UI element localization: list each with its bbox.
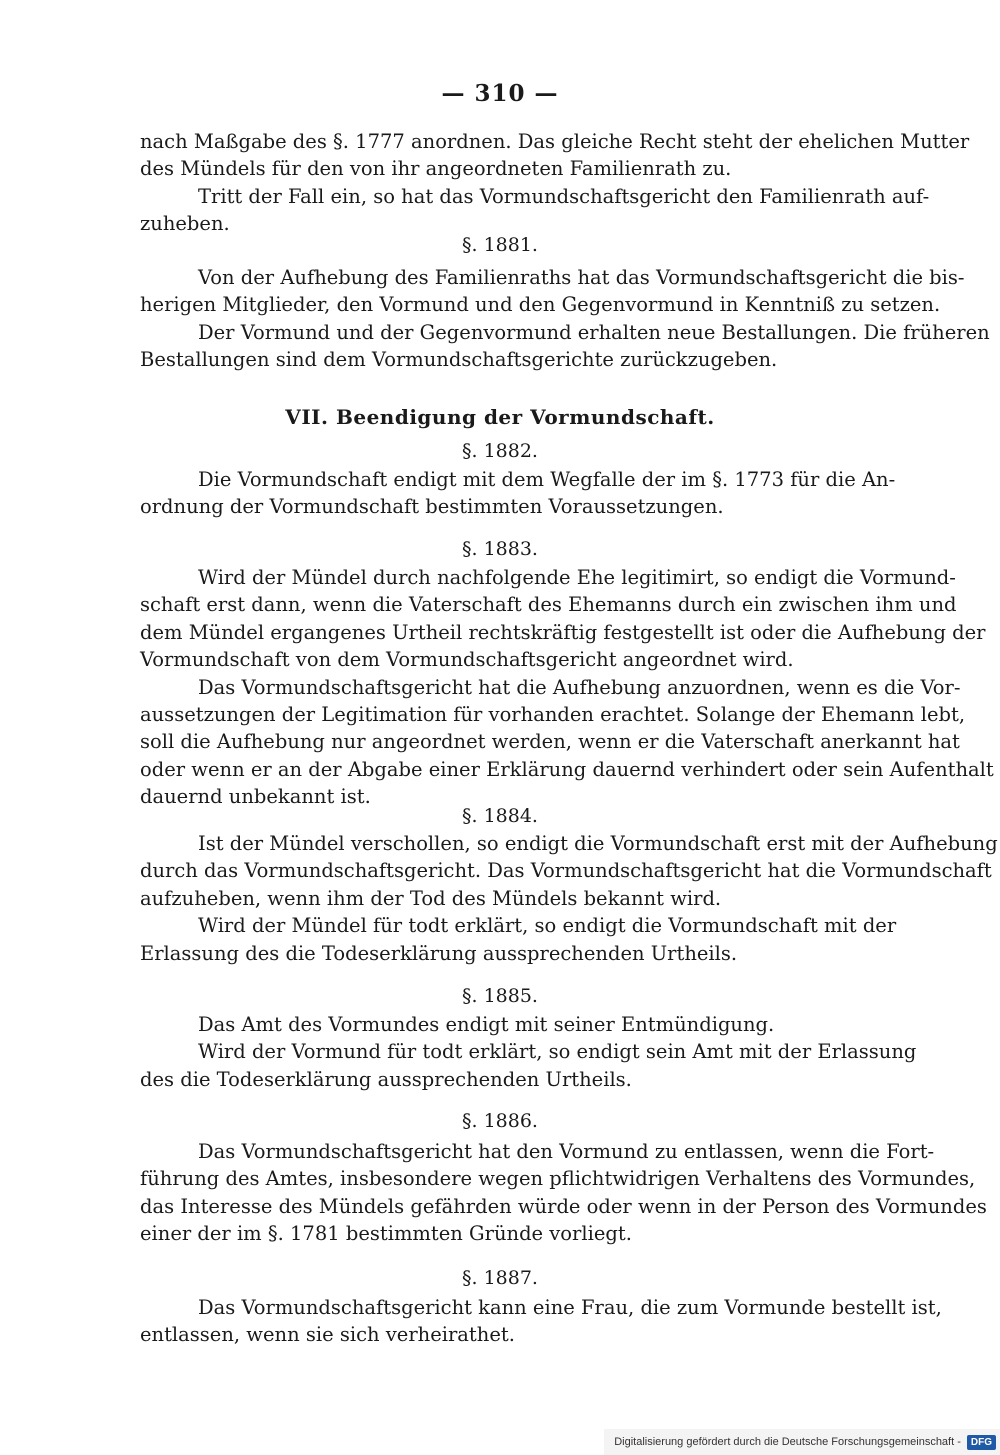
text-line: Der Vormund und der Gegenvormund erhalten neue Bestallungen. Die früheren [198, 320, 990, 344]
section-1885-block [140, 1011, 917, 1093]
text-line: herigen Mitglieder, den Vormund und den Gegenvormund in Kenntniß zu setzen. [140, 293, 941, 317]
text-line: aussetzungen der Legitimation für vorhanden erachtet. Solange der Ehemann lebt, [140, 702, 966, 726]
text-line: Erlassung des die Todeserklärung aussprechenden Urtheils. [140, 941, 738, 965]
text-line: aufzuheben, wenn ihm der Tod des Mündels bekannt wird. [140, 886, 722, 910]
text-line: Von der Aufhebung des Familienraths hat das Vormundschaftsgericht die bis- [198, 266, 965, 289]
section-heading: §. 1884. [462, 805, 538, 827]
text-line: dauernd unbekannt ist. [140, 785, 371, 809]
section-1884-block [140, 830, 998, 967]
text-line: Vormundschaft von dem Vormundschaftsgericht angeordnet wird. [140, 648, 794, 672]
section-heading: §. 1882. [462, 440, 538, 462]
section-1887-block [140, 1294, 942, 1349]
section-heading: §. 1886. [462, 1110, 538, 1132]
section-1882-block [140, 466, 896, 521]
text-line: oder wenn er an der Abgabe einer Erklärung dauernd verhindert oder sein Aufenthalt [140, 757, 994, 781]
text-line: Wird der Mündel durch nachfolgende Ehe legitimirt, so endigt die Vormund- [198, 566, 956, 589]
text-line: Bestallungen sind dem Vormundschaftsgerichte zurückzugeben. [140, 348, 778, 372]
text-line: durch das Vormundschaftsgericht. Das Vormundschaftsgericht hat die Vormundschaft [140, 859, 992, 883]
section-1886-block [140, 1138, 987, 1248]
text-line: des Mündels für den von ihr angeordneten Familienrath zu. [140, 157, 732, 181]
dfg-logo: DFG [967, 1435, 996, 1450]
section-1881-block [140, 264, 990, 374]
intro-block [140, 128, 970, 238]
section-heading: §. 1883. [462, 538, 538, 560]
text-line: nach Maßgabe des §. 1777 anordnen. Das gleiche Recht steht der ehelichen Mutter [140, 130, 970, 153]
text-line: Die Vormundschaft endigt mit dem Wegfalle der im §. 1773 für die An- [198, 468, 896, 491]
text-line: Das Amt des Vormundes endigt mit seiner Entmündigung. [198, 1013, 775, 1036]
text-line: führung des Amtes, insbesondere wegen pflichtwidrigen Verhaltens des Vormundes, [140, 1167, 976, 1191]
section-1883-block [140, 564, 994, 811]
section-heading: §. 1881. [462, 234, 538, 256]
text-line: Wird der Vormund für todt erklärt, so endigt sein Amt mit der Erlassung [198, 1040, 917, 1064]
text-line: ordnung der Vormundschaft bestimmten Voraussetzungen. [140, 495, 724, 519]
text-line: entlassen, wenn sie sich verheirathet. [140, 1323, 515, 1347]
text-line: Das Vormundschaftsgericht kann eine Frau, die zum Vormunde bestellt ist, [198, 1296, 942, 1319]
footer-text: Digitalisierung gefördert durch die Deutsche Forschungsgemeinschaft - [614, 1436, 961, 1448]
text-line: zuheben. [140, 212, 230, 236]
section-heading: §. 1885. [462, 985, 538, 1007]
text-line: Wird der Mündel für todt erklärt, so endigt die Vormundschaft mit der [198, 914, 897, 938]
text-line: Das Vormundschaftsgericht hat die Aufhebung anzuordnen, wenn es die Vor- [198, 675, 961, 699]
text-line: dem Mündel ergangenes Urtheil rechtskräftig festgestellt ist oder die Aufhebung der [140, 620, 986, 644]
text-line: soll die Aufhebung nur angeordnet werden, wenn er die Vaterschaft anerkannt hat [140, 730, 960, 754]
text-line: des die Todeserklärung aussprechenden Urtheils. [140, 1067, 632, 1091]
text-line: schaft erst dann, wenn die Vaterschaft des Ehemanns durch ein zwischen ihm und [140, 593, 957, 617]
section-heading: §. 1887. [462, 1267, 538, 1289]
page-number: — 310 — [441, 80, 559, 107]
text-line: Ist der Mündel verschollen, so endigt die Vormundschaft erst mit der Aufhebung [198, 832, 998, 855]
text-line: einer der im §. 1781 bestimmten Gründe vorliegt. [140, 1222, 632, 1246]
chapter-heading: VII. Beendigung der Vormundschaft. [285, 405, 715, 429]
digitization-footer [604, 1429, 1000, 1455]
text-line: Das Vormundschaftsgericht hat den Vormund zu entlassen, wenn die Fort- [198, 1140, 935, 1163]
text-line: Tritt der Fall ein, so hat das Vormundschaftsgericht den Familienrath auf- [198, 184, 930, 208]
text-line: das Interesse des Mündels gefährden würde oder wenn in der Person des Vormundes [140, 1194, 987, 1218]
